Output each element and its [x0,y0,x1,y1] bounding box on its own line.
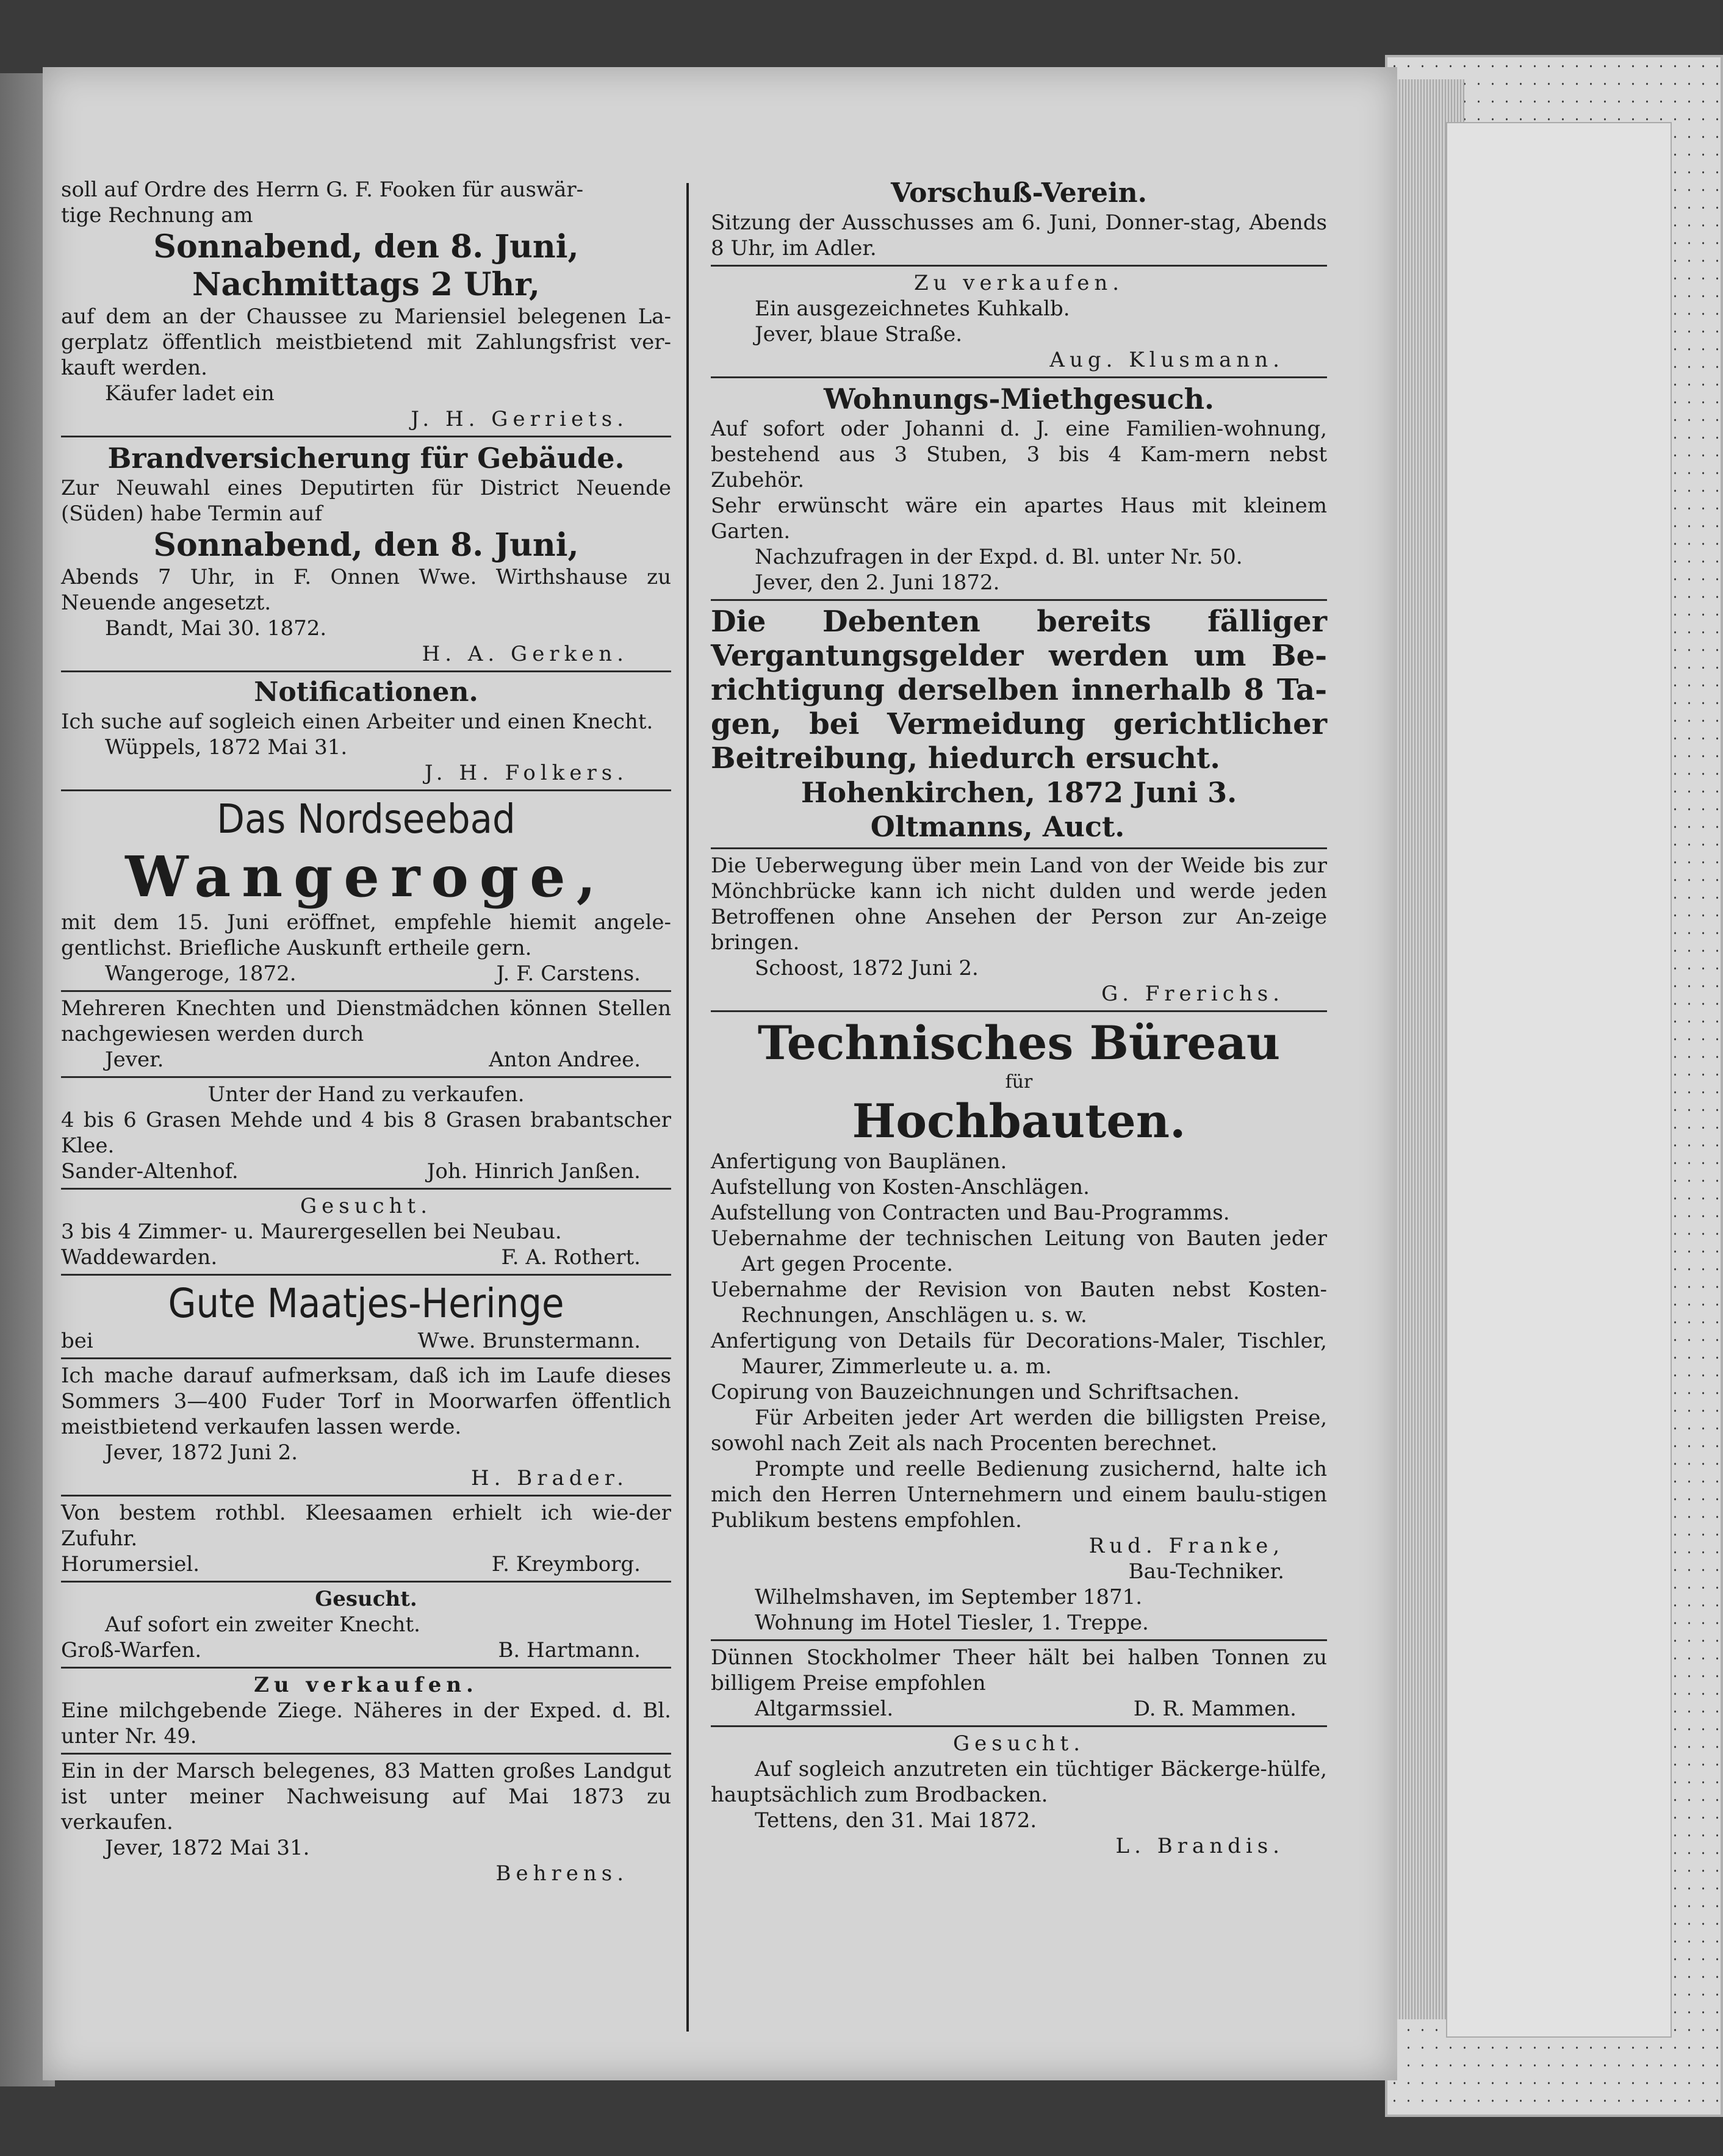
ad-place: Sander-Altenhof. [61,1159,239,1184]
ad-title: Zu verkaufen. [254,1673,478,1697]
ad-signature: D. R. Mammen. [1133,1697,1297,1721]
ad-footer [61,1328,671,1354]
service-item: Anfertigung von Bauplänen. [711,1149,1007,1174]
ad-brandversicherung [61,436,671,667]
ad-title: Brandversicherung für Gebäude. [107,442,625,475]
ad-subtitle: Hochbauten. [852,1094,1186,1148]
ad-debenten [711,599,1327,844]
ad-wohnungs-miethgesuch [711,376,1327,595]
ad-title: Gesucht. [952,1731,1085,1756]
ad-place: Waddewarden. [61,1245,218,1270]
ad-body: Prompte und reelle Bedienung zusichernd, halte ich mich den Herren Unternehmern und einem baulu-stigen Publikum bestens empfohlen. [711,1457,1327,1533]
ad-title-large: Wangeroge, [125,844,607,910]
ad-signature: F. A. Rothert. [501,1245,641,1270]
ad-address: Wohnung im Hotel Tiesler, 1. Treppe. [755,1611,1149,1635]
ad-body: Für Arbeiten jeder Art werden die billigsten Preise, sowohl nach Zeit als nach Procenten berechnet. [711,1406,1327,1456]
ad-place: Jever. [105,1047,164,1072]
ad-body: Auf sogleich anzutreten ein tüchtiger Bäckerge-hülfe, hauptsächlich zum Brodbacken. [711,1757,1327,1807]
ad-place: Jever, den 2. Juni 1872. [755,570,1000,595]
ad-body: Nachzufragen in der Expd. d. Bl. unter Nr. 50. [755,545,1243,569]
ad-unter-der-hand [61,1076,671,1184]
service-item: Aufstellung von Kosten-Anschlägen. [711,1175,1090,1199]
ad-gesucht-maurer [61,1188,671,1270]
ad-signature: Rud. Franke, [1088,1534,1284,1558]
ad-place: Groß-Warfen. [61,1638,202,1662]
ad-dienstmaedchen [61,990,671,1073]
ad-title: Wohnungs-Miethgesuch. [823,383,1215,415]
ad-title: Das Nordseebad [217,796,516,843]
ad-role: Bau-Techniker. [1128,1559,1284,1584]
ad-signature: B. Hartmann. [498,1638,641,1662]
ad-signature: Aug. Klusmann. [1049,348,1284,372]
ad-gesucht-knecht [61,1581,671,1663]
ad-title: Technisches Büreau [757,1016,1281,1070]
ad-fuer: für [1005,1071,1033,1093]
service-item: Copirung von Bauzeichnungen und Schriftsachen. [711,1380,1240,1404]
ad-kleesaamen [61,1495,671,1577]
ad-footer [61,1159,671,1184]
ad-footer [61,1245,671,1270]
ad-title: Unter der Hand zu verkaufen. [207,1082,525,1107]
ad-closing: Käufer ladet ein [105,381,275,406]
ad-body: 4 bis 6 Grasen Mehde und 4 bis 8 Grasen brabantscher Klee. [61,1108,671,1158]
ad-place: Jever, blaue Straße. [755,322,963,347]
ad-body: Sitzung der Ausschusses am 6. Juni, Donner-stag, Abends 8 Uhr, im Adler. [711,210,1327,261]
ad-ziege [61,1667,671,1749]
ad-place: Wangeroge, 1872. [105,961,297,986]
ad-place: Altgarmssiel. [755,1697,894,1721]
ad-body: Zur Neuwahl eines Deputirten für District Neuende (Süden) habe Termin auf [61,476,671,526]
ad-body: Ein in der Marsch belegenes, 83 Matten großes Landgut ist unter meiner Nachweisung auf Mai 1873 zu verkaufen. [61,1759,671,1834]
ad-time: Nachmittags 2 Uhr, [192,266,541,303]
ad-signature: Wwe. Brunstermann. [417,1329,641,1353]
ad-footer [61,1047,671,1073]
ad-stockholmer-theer [711,1639,1327,1722]
ad-body: Von bestem rothbl. Kleesaamen erhielt ich wie-der Zufuhr. [61,1501,671,1551]
ad-body: Dünnen Stockholmer Theer hält bei halben Tonnen zu billigem Preise empfohlen [711,1645,1327,1695]
ad-place: Jever, 1872 Juni 2. [105,1440,298,1465]
right-column [711,177,1327,2044]
ad-body: auf dem an der Chaussee zu Mariensiel belegenen La-gerplatz öffentlich meistbietend mit Zahlungsfrist ver-kauft werden. [61,304,671,380]
ad-signature: Joh. Hinrich Janßen. [426,1159,641,1184]
ad-place: Wüppels, 1872 Mai 31. [105,735,348,760]
newspaper-page [43,67,1397,2080]
ad-title: Vorschuß-Verein. [891,178,1147,209]
ad-ueberwegung [711,847,1327,1007]
ad-place: Jever, 1872 Mai 31. [105,1836,310,1860]
ad-landgut [61,1753,671,1886]
service-item: Aufstellung von Contracten und Bau-Programms. [711,1201,1230,1225]
ad-prefix: bei [61,1329,93,1353]
ad-title: Gesucht. [315,1587,417,1611]
ad-signature: Behrens. [495,1861,628,1886]
ad-auction-mariensiel [61,177,671,432]
ad-signature: G. Frerichs. [1101,982,1284,1006]
ad-text: soll auf Ordre des Herrn G. F. Fooken für auswär- [61,178,584,202]
ad-signature: J. H. Folkers. [424,761,628,785]
ad-body: Auf sofort oder Johanni d. J. eine Familien-wohnung, bestehend aus 3 Stuben, 3 bis 4 Kam-mern nebst Zubehör. [711,417,1327,492]
ad-title: Notificationen. [254,677,478,708]
ad-kuhkalb [711,265,1327,373]
ad-body: Sehr erwünscht wäre ein apartes Haus mit kleinem Garten. [711,494,1327,544]
ad-body: Eine milchgebende Ziege. Näheres in der Exped. d. Bl. unter Nr. 49. [61,1698,671,1748]
column-rule [686,183,689,2032]
ad-place: Hohenkirchen, 1872 Juni 3. [800,776,1237,809]
ad-gesucht-baecker [711,1725,1327,1859]
ad-signature: H. A. Gerken. [422,642,628,666]
ad-maatjes-heringe [61,1274,671,1354]
ad-place: Horumersiel. [61,1552,200,1576]
ad-place: Schoost, 1872 Juni 2. [755,956,979,980]
service-item: Anfertigung von Details für Decorations-Maler, Tischler, Maurer, Zimmerleute u. a. m. [711,1329,1327,1379]
ad-torf [61,1357,671,1491]
ad-signature: L. Brandis. [1115,1834,1284,1858]
ad-signature: Oltmanns, Auct. [870,810,1125,843]
ad-body: Die Ueberwegung über mein Land von der Weide bis zur Mönchbrücke kann ich nicht dulden und werde jeden Betroffenen ohne Ansehen der Person zur An-zeige bringen. [711,853,1327,955]
ad-signature: J. H. Gerriets. [411,407,628,431]
ad-body: 3 bis 4 Zimmer- u. Maurergesellen bei Neubau. [61,1220,562,1244]
ad-body: Mehreren Knechten und Dienstmädchen können Stellen nachgewiesen werden durch [61,996,671,1046]
ad-body: Auf sofort ein zweiter Knecht. [105,1612,420,1637]
service-item: Uebernahme der technischen Leitung von Bauten jeder Art gegen Procente. [711,1226,1327,1276]
ad-signature: H. Brader. [471,1466,628,1490]
ad-text: tige Rechnung am [61,203,253,228]
ad-body: mit dem 15. Juni eröffnet, empfehle hiemit angele-gentlichst. Briefliche Auskunft ertheile gern. [61,910,671,960]
ad-notificationen [61,670,671,786]
ad-body: Ein ausgezeichnetes Kuhkalb. [755,296,1070,321]
ad-title: Gesucht. [300,1194,433,1218]
ad-body: Ich suche auf sogleich einen Arbeiter und einen Knecht. [61,710,653,734]
ad-signature: J. F. Carstens. [496,961,641,986]
ad-footer [61,1637,671,1663]
ad-body: Abends 7 Uhr, in F. Onnen Wwe. Wirthshause zu Neuende angesetzt. [61,565,671,615]
ad-date: Sonnabend, den 8. Juni, [153,526,579,564]
ad-vorschuss-verein [711,177,1327,261]
ad-signature: F. Kreymborg. [491,1552,641,1576]
left-column [61,177,671,2044]
ad-footer [61,961,671,986]
ad-technisches-bureau [711,1010,1327,1636]
ad-place: Bandt, Mai 30. 1872. [105,616,327,641]
ad-title: Gute Maatjes-Heringe [168,1280,564,1327]
ad-nordseebad [61,789,671,986]
ad-title: Zu verkaufen. [913,271,1124,295]
cover-inner-panel [1446,122,1672,2038]
ad-body: Die Debenten bereits fälliger Vergantungsgelder werden um Be-richtigung derselben innerhalb 8 Ta-gen, bei Vermeidung gerichtlicher Beitreibung, hiedurch ersucht. [711,605,1327,775]
ad-footer [61,1551,671,1577]
ad-place: Tettens, den 31. Mai 1872. [755,1808,1037,1833]
ad-signature: Anton Andree. [489,1047,641,1072]
ad-place: Wilhelmshaven, im September 1871. [755,1585,1143,1609]
ad-body: Ich mache darauf aufmerksam, daß ich im Laufe dieses Sommers 3—400 Fuder Torf in Moorwarfen öffentlich meistbietend verkaufen lassen werde. [61,1364,671,1439]
ad-footer [711,1696,1327,1722]
ad-date: Sonnabend, den 8. Juni, [153,228,579,265]
service-item: Uebernahme der Revision von Bauten nebst Kosten-Rechnungen, Anschlägen u. s. w. [711,1277,1327,1328]
